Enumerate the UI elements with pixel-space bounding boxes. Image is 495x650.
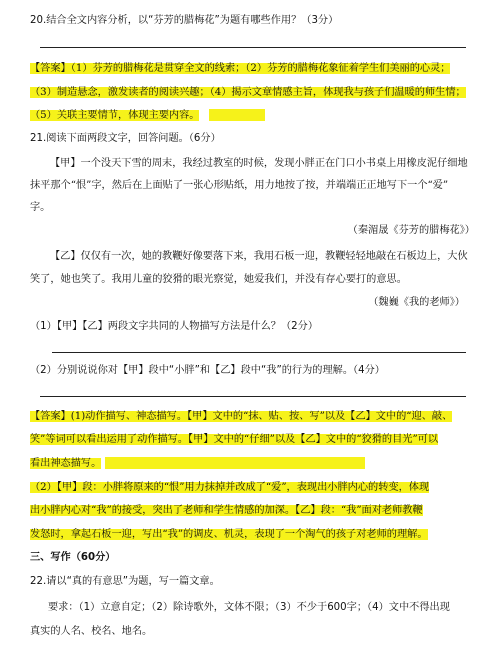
answer-line xyxy=(40,47,466,48)
q22-req-line-1: 要求：（1）立意自定；（2）除诗歌外，文体不限；（3）不少于600字；（4）文中不得出现 xyxy=(48,602,450,613)
q21-answer-line-2: 笑”等词可以看出运用了动作描写。【甲】文中的“仔细”以及【乙】文中的“狡猾的目光”可以 xyxy=(30,434,439,445)
q22-prompt: 22.请以“真的有意思”为题，写一篇文章。 xyxy=(30,576,220,587)
q21-question: 21.阅读下面两段文字，回答问题。（6分） xyxy=(30,133,221,144)
q21-jia-source: （秦湄晟《芬芳的腊梅花》） xyxy=(347,225,475,236)
answer-line xyxy=(52,352,466,353)
q21-answer-line-6: 发怒时，拿起石板一迎，写出“我”的调皮、机灵，表现了一个淘气的孩子对老师的理解。 xyxy=(30,529,428,540)
q21-answer-line-5: 出小胖内心对“我”的接受，突出了老师和学生情感的加深。【乙】段：“我”面对老师教鞭 xyxy=(30,505,423,516)
q20-question: 20.结合全文内容分析，以“芬芳的腊梅花”为题有哪些作用？（3分） xyxy=(30,15,339,26)
q21-answer-line-3: 看出神态描写。 xyxy=(30,456,365,472)
q21-jia-line-2: 抹平那个“恨”字，然后在上面贴了一张心形贴纸，用力地按了按，并端端正正地写下一个“爱” xyxy=(30,180,449,191)
q21-sub1: （1）【甲】【乙】两段文字共同的人物描写方法是什么？（2分） xyxy=(30,321,319,332)
q20-answer-line-3: （5）关联主要情节，体现主要内容。 xyxy=(30,108,265,124)
q21-yi-line-2: 笑了，她也笑了。我用儿童的狡猾的眼光察觉，她爱我们，并没有存心要打的意思。 xyxy=(30,274,407,285)
section3-title: 三、写作（60分） xyxy=(30,552,116,563)
q21-jia-line-3: 字。 xyxy=(30,202,51,213)
q21-answer-line-1: 【答案】(1)动作描写、神态描写。【甲】文中的“抹、贴、按、写”以及【乙】文中的“迎、敲、 xyxy=(30,411,453,422)
q21-yi-source: （魏巍《我的老师》） xyxy=(368,297,465,308)
answer-line xyxy=(40,396,466,397)
q21-sub2: （2）分别说说你对【甲】段中“小胖”和【乙】段中“我”的行为的理解。（4分） xyxy=(30,365,385,376)
q22-req-line-2: 真实的人名、校名、地名。 xyxy=(30,626,153,637)
q21-answer-line-4: （2）【甲】段：小胖将原来的“恨”用力抹掉并改成了“爱”，表现出小胖内心的转变，体现 xyxy=(30,482,430,493)
q21-yi-line-1: 【乙】仅仅有一次，她的教鞭好像要落下来，我用石板一迎，教鞭轻轻地敲在石板边上，大伙 xyxy=(50,251,468,262)
q21-jia-line-1: 【甲】一个没天下雪的周末，我经过教室的时候，发现小胖正在门口小书桌上用橡皮泥仔细地 xyxy=(50,158,468,169)
q20-answer-line-2: （3）制造悬念，激发读者的阅读兴趣；（4）揭示文章情感主旨，体现我与孩子们温暖的师生情； xyxy=(30,87,466,98)
q20-answer-line-1: 【答案】（1）芬芳的腊梅花是贯穿全文的线索；（2）芬芳的腊梅花象征着学生们美丽的心灵； xyxy=(30,63,451,74)
